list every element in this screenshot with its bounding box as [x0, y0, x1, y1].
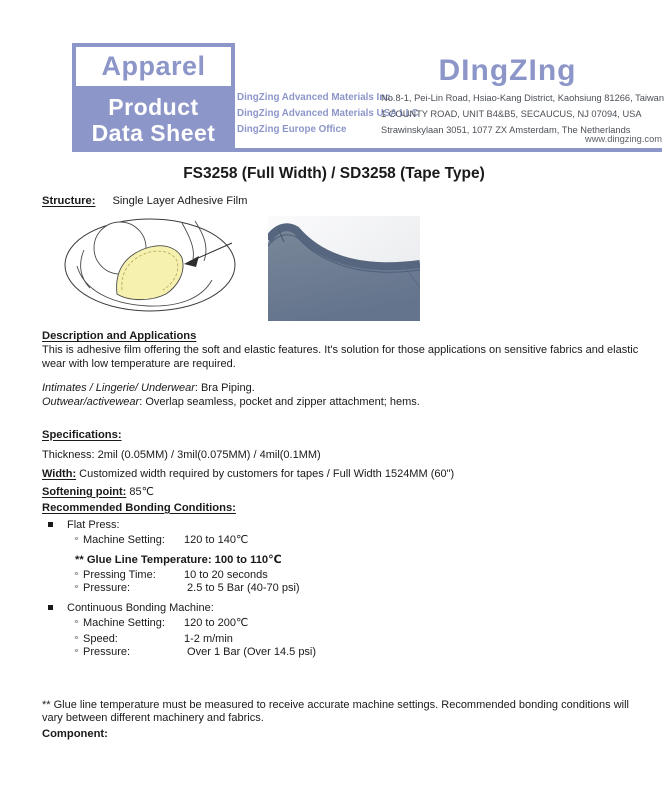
structure-value: Single Layer Adhesive Film: [112, 195, 248, 207]
circle-bullet-icon: [75, 620, 78, 623]
structure-row: [42, 195, 640, 207]
softening-point-label: Softening point:: [42, 485, 127, 498]
thickness-value: 2mil (0.05MM) / 3mil(0.075MM) / 4mil(0.1MM): [94, 448, 321, 461]
bullet-row: [42, 519, 640, 531]
condition-label: Machine Setting:: [83, 533, 165, 546]
condition-label: Machine Setting:: [83, 616, 165, 629]
bonding-section-flat-press: [42, 519, 640, 595]
office-name: DingZing Europe Office: [237, 124, 347, 135]
structure-label: Structure:: [42, 195, 96, 207]
header: [0, 0, 668, 152]
description-heading: [42, 330, 640, 342]
condition-value: 2.5 to 5 Bar (40-70 psi): [184, 581, 300, 594]
description-heading-text: Description and Applications: [42, 330, 197, 342]
bonding-section-title: Continuous Bonding Machine:: [67, 601, 214, 614]
document-type-badge: [72, 90, 235, 152]
condition-row: [42, 633, 640, 646]
condition-row: [42, 534, 640, 547]
category-label: Apparel: [101, 51, 206, 81]
glue-line-footnote: ** Glue line temperature must be measured to receive accurate machine settings. Recommended bonding conditions will vary between different machinery and fabrics.: [42, 698, 629, 725]
specifications-heading-text: Specifications:: [42, 428, 122, 441]
figures-row: [42, 216, 640, 321]
circle-bullet-icon: [75, 649, 78, 652]
office-address: 1 COUNTY ROAD, UNIT B4&B5, SECAUCUS, NJ 07094, USA: [381, 109, 642, 119]
office-address: Strawinskylaan 3051, 1077 ZX Amsterdam, The Netherlands: [381, 125, 631, 135]
square-bullet-icon: [48, 522, 53, 527]
office-row: [237, 108, 662, 120]
office-row: [237, 92, 665, 104]
condition-label: Speed:: [83, 632, 118, 645]
office-name: DingZing Advanced Materials Inc.: [237, 92, 394, 103]
category-badge: [72, 43, 235, 90]
thickness-row: [42, 449, 640, 461]
application-category: Intimates / Lingerie/ Underwear: [42, 382, 195, 394]
application-line: [42, 382, 640, 396]
website-link[interactable]: www.dingzing.com: [585, 134, 662, 144]
bonding-section-title: Flat Press:: [67, 518, 120, 531]
square-bullet-icon: [48, 605, 53, 610]
condition-value: 120 to 140℃: [184, 533, 249, 546]
page-title: FS3258 (Full Width) / SD3258 (Tape Type): [183, 165, 485, 182]
condition-value: Over 1 Bar (Over 14.5 psi): [184, 645, 317, 658]
glue-line-temperature-note: ** Glue Line Temperature: 100 to 110℃: [75, 553, 282, 566]
condition-value: 10 to 20 seconds: [184, 568, 268, 581]
circle-bullet-icon: [75, 537, 78, 540]
fabric-neckline-photo: [268, 216, 420, 321]
applications-list: [42, 382, 640, 410]
condition-row: [42, 617, 640, 630]
circle-bullet-icon: [75, 572, 78, 575]
specifications-heading: [42, 429, 640, 441]
width-label: Width:: [42, 467, 77, 480]
softening-point-row: [42, 485, 640, 498]
bullet-row: [42, 602, 640, 614]
bra-piping-illustration: [62, 216, 242, 320]
condition-label: Pressure:: [83, 581, 131, 594]
condition-row: [42, 569, 640, 582]
condition-label: Pressure:: [83, 645, 131, 658]
bonding-section-continuous: [42, 602, 640, 659]
office-name: DingZing Advanced Materials USA LLC: [237, 108, 419, 119]
thickness-label: Thickness:: [42, 448, 95, 461]
bonding-conditions-heading-text: Recommended Bonding Conditions:: [42, 501, 236, 514]
condition-value: 1-2 m/min: [184, 632, 233, 645]
application-category: Outwear/activewear: [42, 395, 140, 408]
bonding-conditions-heading: [42, 502, 640, 514]
width-row: [42, 468, 640, 480]
condition-row: [42, 646, 640, 659]
dingzing-logo: DIngZIng: [438, 54, 577, 87]
circle-bullet-icon: [75, 585, 78, 588]
condition-row: [42, 582, 640, 595]
condition-label: Pressing Time:: [83, 568, 156, 581]
document-type-line2: Data Sheet: [91, 120, 216, 146]
condition-value: 120 to 200℃: [184, 616, 249, 629]
softening-point-value: 85℃: [126, 485, 154, 498]
document-body: [0, 152, 668, 740]
circle-bullet-icon: [75, 636, 78, 639]
office-address: No.8-1, Pei-Lin Road, Hsiao-Kang District, Kaohsiung 81266, Taiwan: [381, 93, 665, 103]
application-value: : Overlap seamless, pocket and zipper attachment; hems.: [139, 395, 420, 408]
component-heading: Component:: [42, 727, 108, 740]
office-list: [237, 92, 665, 140]
description-body: This is adhesive film offering the soft and elastic features. It's solution for those applications on sensitive fabrics and elastic wear with low temperature are required.: [42, 344, 639, 370]
width-value: Customized width required by customers for tapes / Full Width 1524MM (60"): [76, 467, 455, 480]
application-line: [42, 396, 640, 410]
application-value: : Bra Piping.: [194, 382, 255, 394]
document-type-line1: Product: [108, 94, 199, 120]
